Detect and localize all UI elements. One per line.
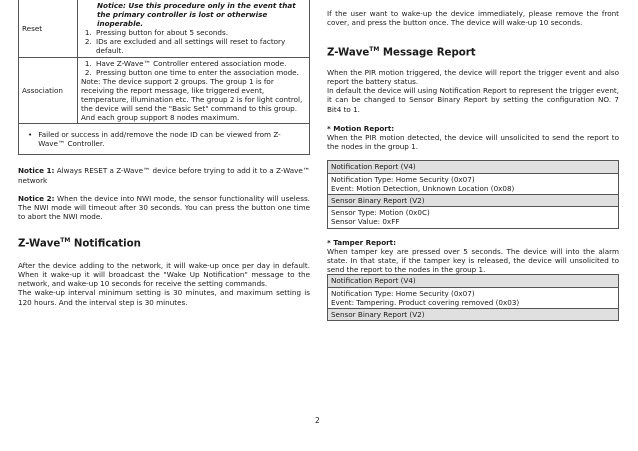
report-header-row: [328, 309, 619, 321]
report-header-row: [328, 275, 619, 287]
message-report-heading: [327, 44, 619, 59]
association-note: Note: The device support 2 groups. The group 1 is for receiving the report message, like triggered event, temperature, illumination etc. The group 2 is for light control, the device will send the "Basic Set" command to this group. And each group support 8 nodes maximum.: [81, 76, 303, 123]
reset-notice: Notice: Use this procedure only in the event that the primary controller is lost or otherwise inoperable.: [97, 1, 296, 29]
report-line: Sensor Binary Report (V2): [331, 196, 425, 206]
report-cell: [328, 309, 619, 321]
report-cell: [328, 287, 619, 308]
tamper-text: When tamper key are pressed over 5 seconds. The device will into the alarm state. In that state, if the tamper key is released, the device will unsolicited to send the report to the nodes in the group 1.: [327, 246, 619, 275]
reset-steps: [81, 28, 306, 55]
report-line: Sensor Binary Report (V2): [331, 310, 425, 320]
notification-paragraph-1: After the device adding to the network, it will wake-up once per day in default. When it wake-up it will broadcast the "Wake Up Notification" message to the network, and wake-up 10 seconds for receive the setting commands.: [18, 260, 310, 289]
report-cell: [328, 207, 619, 228]
bullet-cell: [19, 124, 310, 155]
report-line: Event: Tampering. Product covering removed (0x03): [331, 297, 520, 307]
motion-report-table: [327, 160, 619, 228]
reset-label: Reset: [19, 0, 78, 57]
report-line: Notification Report (V4): [331, 276, 416, 286]
report-detail-row: [328, 287, 619, 308]
notice-2-text: When the device into NWI mode, the sensor functionality will useless. The NWI mode will timeout after 30 seconds. You can press the button one time to abort the NWI mode.: [18, 193, 310, 222]
report-cell: [328, 195, 619, 207]
report-header-row: [328, 161, 619, 173]
bullet-dot-icon: •: [28, 130, 33, 140]
bullet-item: [22, 128, 306, 150]
notice-1: [18, 166, 310, 184]
motion-text: When the PIR motion detected, the device will unsolicited to send the report to the nodes in the group 1.: [327, 133, 619, 152]
notice-1-text: Always RESET a Z-Wave™ device before trying to add it to a Z-Wave™ network: [18, 166, 310, 185]
reset-content: [78, 0, 310, 57]
right-column: [327, 0, 619, 321]
notice-2-label: Notice 2:: [18, 193, 55, 203]
message-report-heading-rest: Message Report: [379, 47, 476, 59]
tamper-report-table: [327, 274, 619, 321]
left-column: [18, 0, 310, 307]
notification-heading-sup: TM: [60, 237, 71, 245]
bullet-row: [19, 124, 310, 155]
motion-heading: * Motion Report:: [327, 123, 395, 133]
association-row: [19, 57, 310, 124]
report-line: Notification Report (V4): [331, 162, 416, 172]
report-line: Notification Type: Home Security (0x07): [331, 174, 475, 184]
report-line: Notification Type: Home Security (0x07): [331, 288, 475, 298]
association-label: Association: [19, 57, 78, 124]
report-cell: [328, 161, 619, 173]
message-report-heading-main: Z-Wave: [327, 47, 370, 59]
notification-heading-rest: Notification: [70, 238, 141, 250]
association-steps: [81, 59, 306, 77]
report-detail-row: [328, 173, 619, 194]
page-number: 2: [315, 416, 320, 425]
association-step: 1. Have Z-Wave™ Controller entered association mode.: [94, 59, 306, 68]
notification-paragraph-2: The wake-up interval minimum setting is 30 minutes, and maximum setting is 120 hours. And the interval step is 30 minutes.: [18, 288, 310, 307]
message-report-heading-sup: TM: [369, 46, 380, 54]
bullet-text: Failed or success in add/remove the node ID can be viewed from Z-Wave™ Controller.: [38, 130, 281, 149]
report-cell: [328, 275, 619, 287]
notification-heading: [18, 235, 310, 250]
tamper-heading: * Tamper Report:: [327, 237, 396, 247]
notice-2: [18, 194, 310, 222]
procedure-table: [18, 0, 310, 155]
report-line: Event: Motion Detection, Unknown Location (0x08): [331, 183, 515, 193]
notification-heading-main: Z-Wave: [18, 238, 61, 250]
association-step: 2. Pressing button one time to enter the association mode.: [94, 68, 306, 77]
message-report-paragraph-2: In default the device will using Notification Report to represent the trigger event, it can be changed to Sensor Binary Report by setting the configuration NO. 7 Bit4 to 1.: [327, 86, 619, 114]
reset-step: 1. Pressing button for about 5 seconds.: [94, 28, 306, 37]
wake-up-text: If the user want to wake-up the device immediately, please remove the front cover, and press the button once. The device will wake-up 10 seconds.: [327, 9, 619, 28]
report-line: Sensor Value: 0xFF: [331, 217, 400, 227]
report-line: Sensor Type: Motion (0x0C): [331, 208, 430, 218]
report-detail-row: [328, 207, 619, 228]
reset-row: [19, 0, 310, 57]
reset-step: 2. IDs are excluded and all settings will reset to factory default.: [94, 37, 306, 55]
message-report-paragraph-1: When the PIR motion triggered, the device will report the trigger event and also report the battery status.: [327, 67, 619, 86]
association-content: [78, 57, 310, 124]
report-header-row: [328, 195, 619, 207]
report-cell: [328, 173, 619, 194]
notice-1-label: Notice 1:: [18, 166, 55, 176]
